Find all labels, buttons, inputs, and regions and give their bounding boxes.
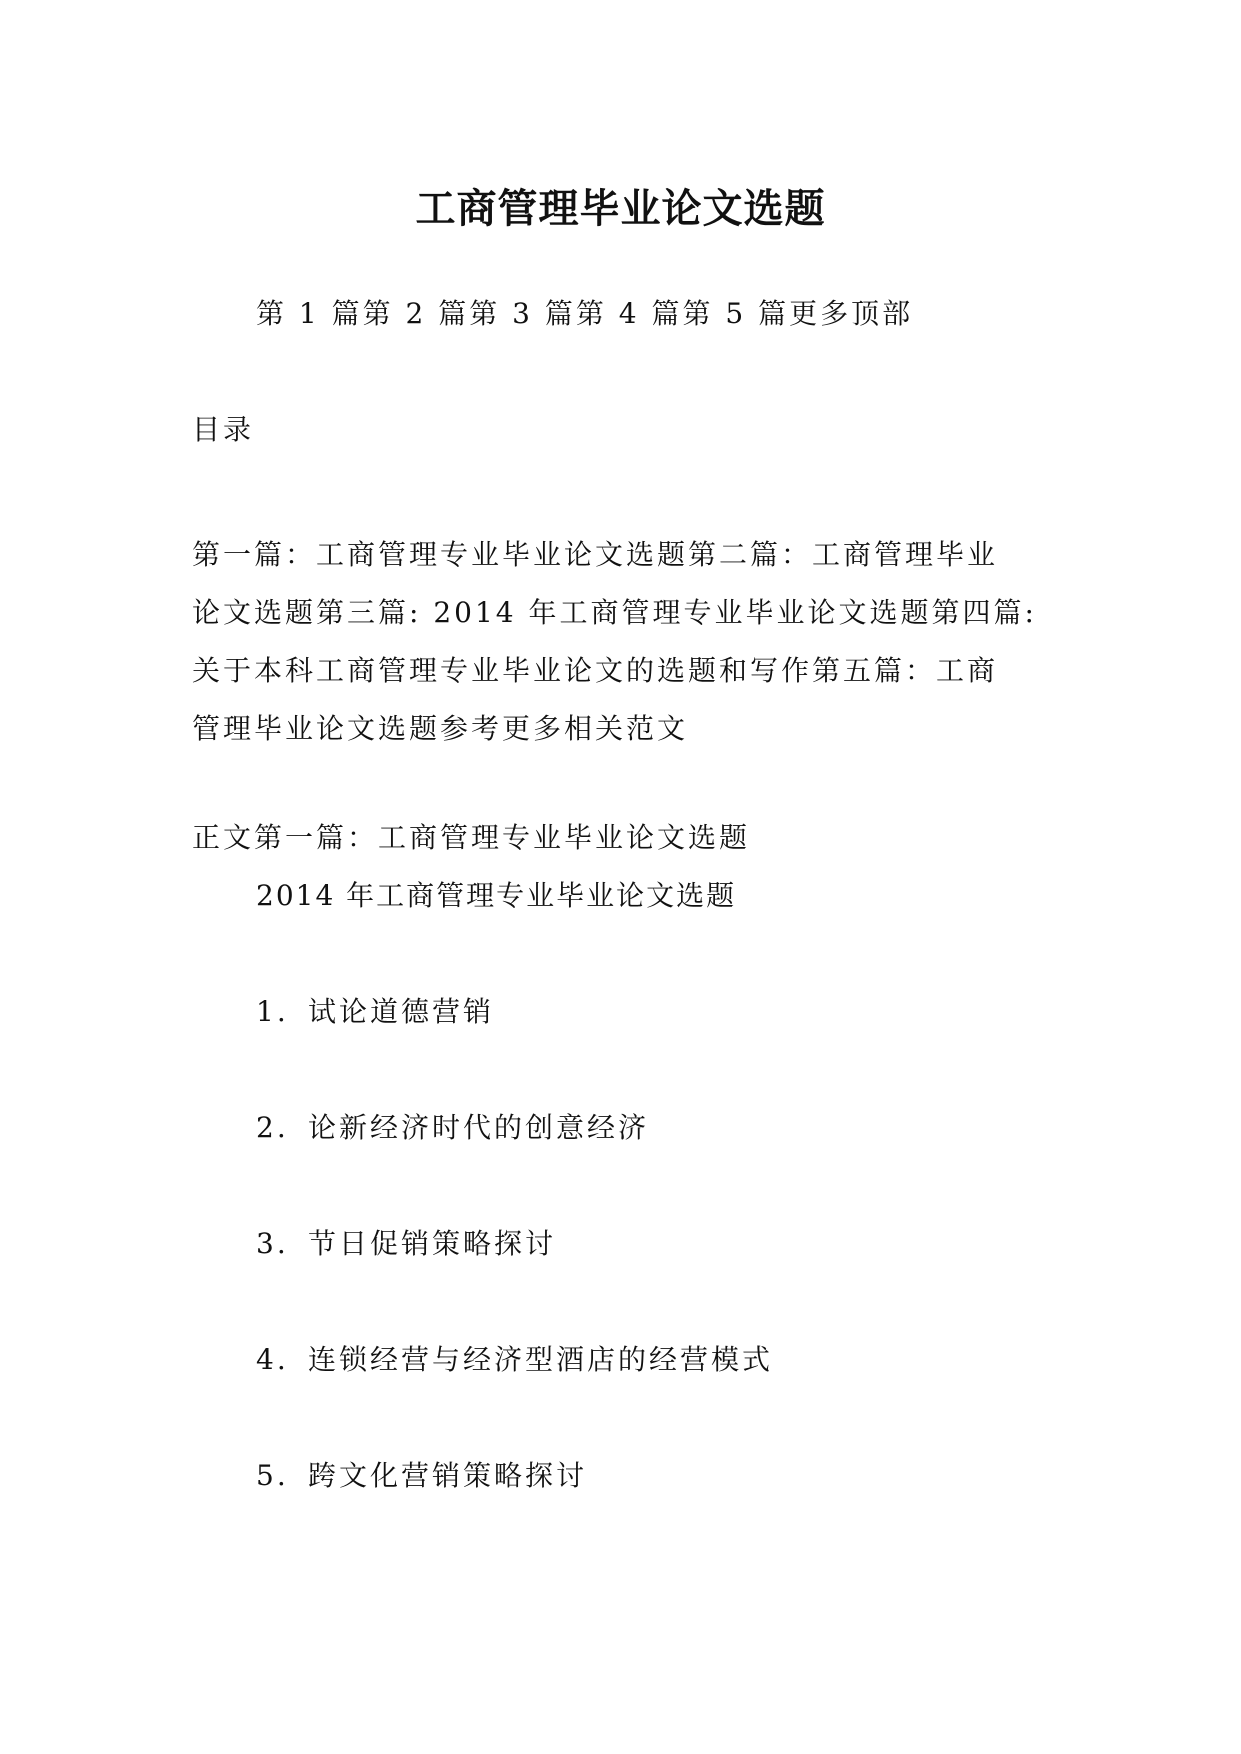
main-text-subheading: 2014 年工商管理专业毕业论文选题 (256, 879, 737, 912)
topic-text: 跨文化营销策略探讨 (308, 1459, 588, 1492)
topic-number: 3. (256, 1227, 289, 1260)
topic-item (256, 1340, 773, 1380)
topic-number: 4. (256, 1343, 289, 1376)
page-title: 工商管理毕业论文选题 (415, 184, 826, 232)
chapter-nav-line: 第 1 篇第 2 篇第 3 篇第 4 篇第 5 篇更多顶部 (256, 297, 914, 330)
topic-number: 5. (256, 1459, 289, 1492)
toc-heading: 目录 (192, 413, 255, 446)
topic-item (256, 1456, 773, 1496)
topic-number: 2. (256, 1111, 289, 1144)
topic-item (256, 1224, 773, 1264)
topic-number: 1. (256, 995, 289, 1028)
topic-list (256, 992, 773, 1572)
topic-item (256, 992, 773, 1032)
topic-text: 论新经济时代的创意经济 (308, 1111, 650, 1144)
topic-text: 连锁经营与经济型酒店的经营模式 (308, 1343, 774, 1376)
toc-line: 关于本科工商管理专业毕业论文的选题和写作第五篇：工商 (192, 654, 999, 687)
topic-text: 节日促销策略探讨 (308, 1227, 557, 1260)
toc-line: 第一篇：工商管理专业毕业论文选题第二篇：工商管理毕业 (192, 538, 999, 571)
topic-text: 试论道德营销 (308, 995, 495, 1028)
toc-line: 管理毕业论文选题参考更多相关范文 (192, 712, 689, 745)
main-text-heading: 正文第一篇：工商管理专业毕业论文选题 (192, 821, 751, 854)
topic-item (256, 1108, 773, 1148)
toc-body (192, 526, 1052, 758)
toc-line: 论文选题第三篇: 2014 年工商管理专业毕业论文选题第四篇: (192, 596, 1037, 629)
